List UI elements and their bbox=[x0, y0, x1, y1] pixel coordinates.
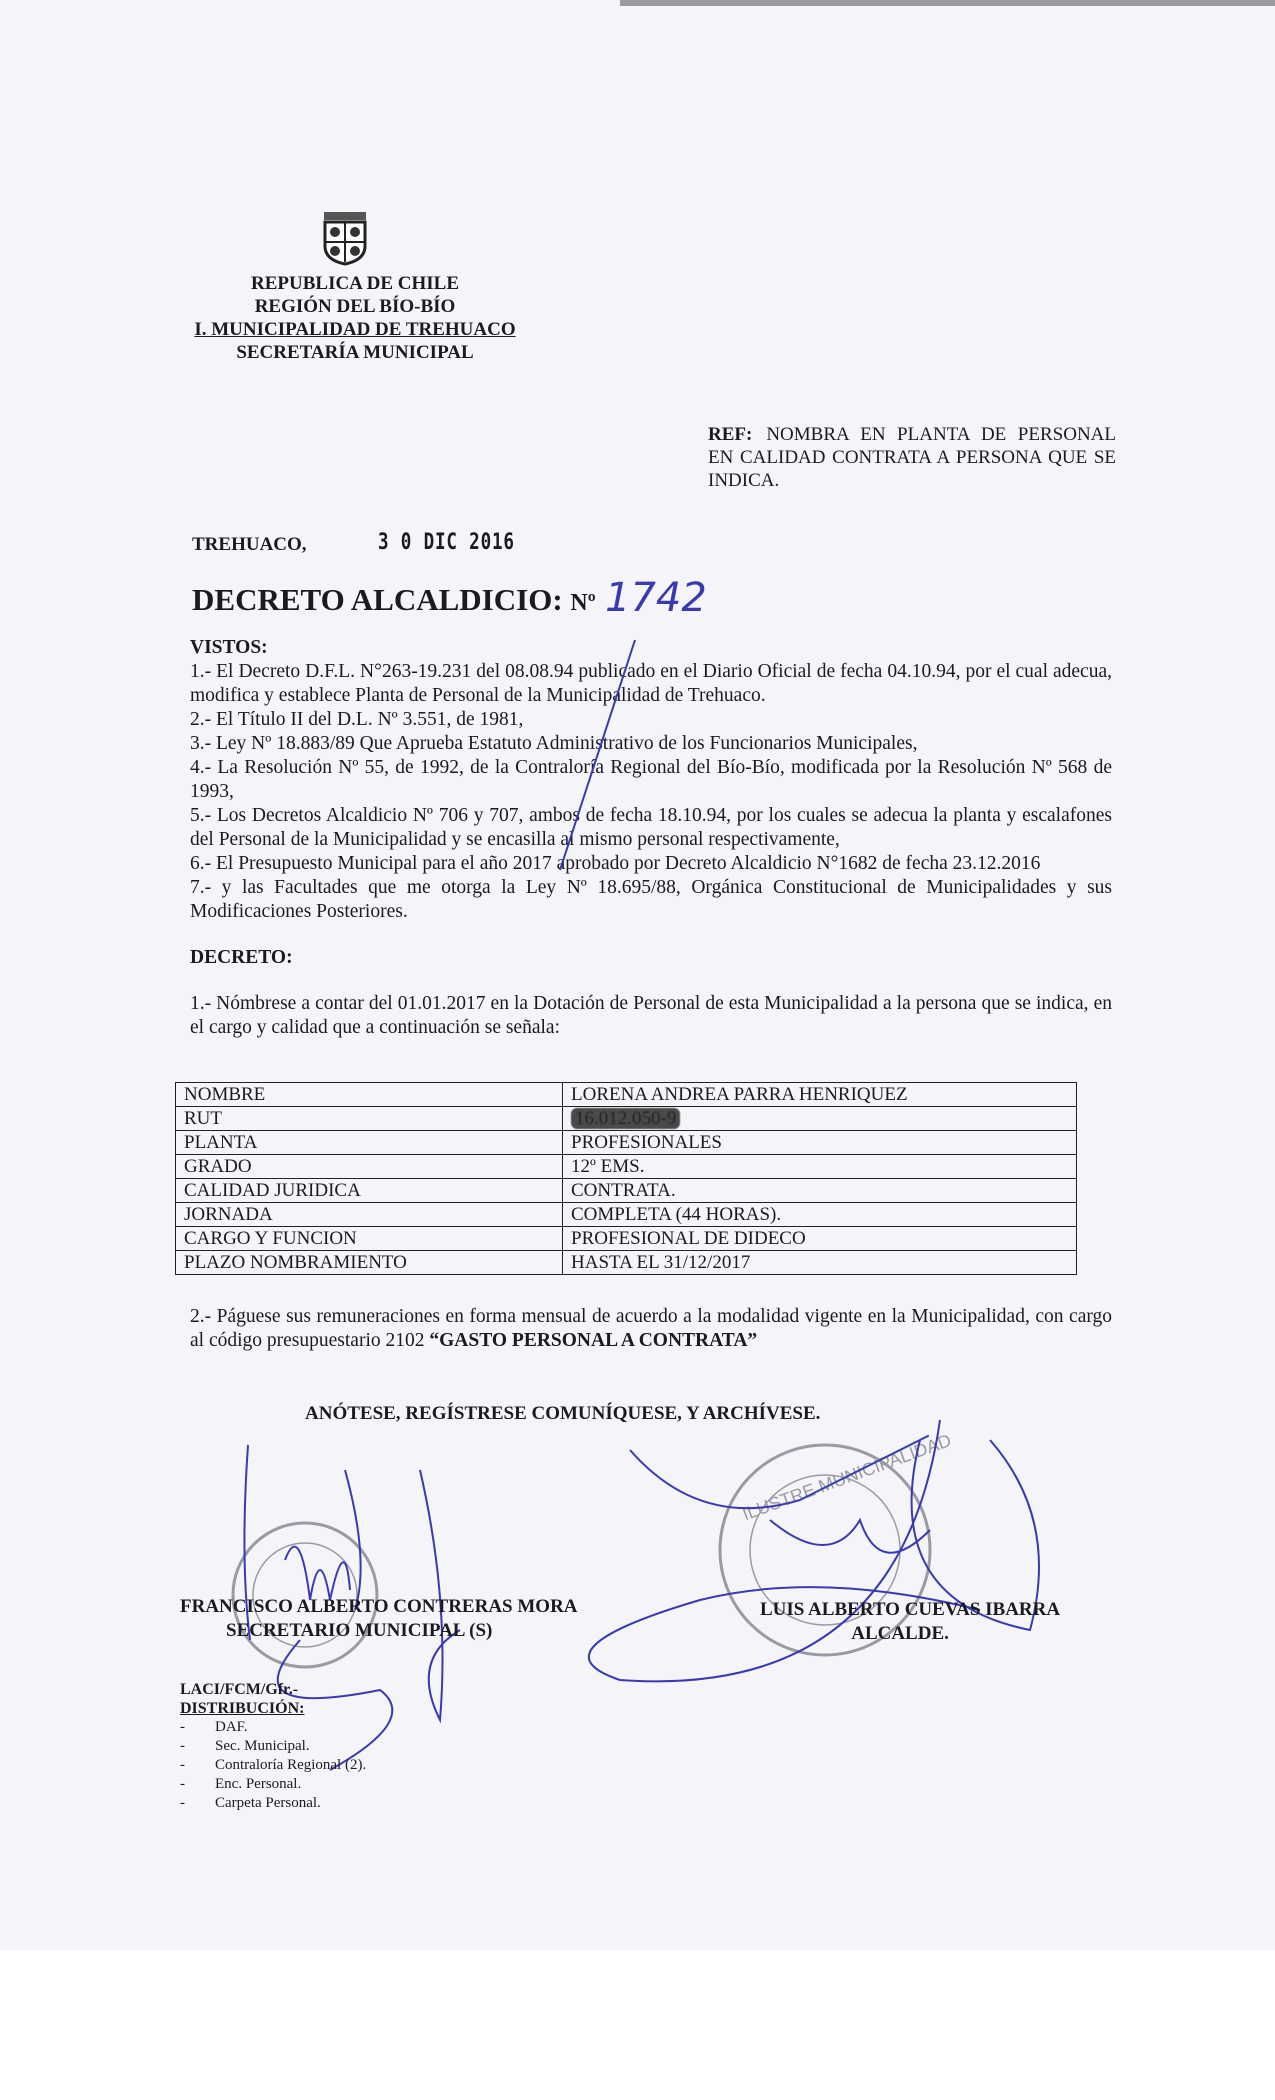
right-signer-name: LUIS ALBERTO CUEVAS IBARRA bbox=[760, 1599, 1061, 1620]
letterhead-line: I. MUNICIPALIDAD DE TREHUACO bbox=[194, 319, 516, 340]
distribution-item: Enc. Personal. bbox=[215, 1776, 302, 1792]
table-row bbox=[176, 1131, 1077, 1155]
vistos-item: 5.- Los Decretos Alcaldicio Nº 706 y 707, ambos de fecha 18.10.94, por los cuales se adecua la planta y escalafones del Personal de la Municipalidad y se encasilla al mismo personal respectivamente, bbox=[190, 805, 1112, 850]
table-row bbox=[176, 1179, 1077, 1203]
left-signer-title: SECRETARIO MUNICIPAL (S) bbox=[226, 1620, 493, 1641]
decreto-paragraph-1: 1.- Nómbrese a contar del 01.01.2017 en la Dotación de Personal de esta Municipalidad a la persona que se indica, en el cargo y calidad que a continuación se señala: bbox=[190, 993, 1112, 1038]
vistos-section bbox=[190, 636, 1112, 1040]
right-signer-title: ALCALDE. bbox=[851, 1623, 949, 1644]
letterhead-line: REGIÓN DEL BÍO-BÍO bbox=[254, 296, 456, 317]
distribution-heading: DISTRIBUCIÓN: bbox=[180, 1700, 305, 1717]
distribution-item: DAF. bbox=[215, 1719, 248, 1735]
table-key: JORNADA bbox=[176, 1203, 563, 1227]
list-item: - Sec. Municipal. bbox=[180, 1738, 310, 1754]
list-item: - DAF. bbox=[180, 1719, 248, 1735]
list-item: - Carpeta Personal. bbox=[180, 1795, 321, 1811]
list-item: - Contraloría Regional (2). bbox=[180, 1757, 367, 1773]
letterhead-line: REPUBLICA DE CHILE bbox=[251, 273, 459, 294]
table-row bbox=[176, 1083, 1077, 1107]
scan-edge bbox=[620, 0, 1275, 6]
appointment-table bbox=[175, 1082, 1077, 1275]
table-value: 12º EMS. bbox=[563, 1155, 1077, 1179]
date-stamp: 3 0 DIC 2016 bbox=[378, 530, 515, 555]
municipal-crest-icon bbox=[320, 210, 370, 266]
vistos-item: 7.- y las Facultades que me otorga la Ley Nº 18.695/88, Orgánica Constitucional de Municipalidades y sus Modificaciones Posteriores. bbox=[190, 877, 1112, 922]
decreto-heading: DECRETO: bbox=[190, 947, 293, 968]
letterhead bbox=[175, 272, 535, 364]
table-value: PROFESIONALES bbox=[563, 1131, 1077, 1155]
table-key: PLANTA bbox=[176, 1131, 563, 1155]
table-key: CARGO Y FUNCION bbox=[176, 1227, 563, 1251]
table-value bbox=[563, 1107, 1077, 1131]
table-value: PROFESIONAL DE DIDECO bbox=[563, 1227, 1077, 1251]
table-value: LORENA ANDREA PARRA HENRIQUEZ bbox=[563, 1083, 1077, 1107]
vistos-heading: VISTOS: bbox=[190, 637, 268, 658]
vistos-item: 2.- El Título II del D.L. Nº 3.551, de 1981, bbox=[190, 709, 524, 730]
table-value: COMPLETA (44 HORAS). bbox=[563, 1203, 1077, 1227]
decree-number: 1742 bbox=[605, 575, 707, 621]
table-key: RUT bbox=[176, 1107, 563, 1131]
table-row bbox=[176, 1155, 1077, 1179]
vistos-item: 4.- La Resolución Nº 55, de 1992, de la Contraloría Regional del Bío-Bío, modificada por la Resolución Nº 568 de 1993, bbox=[190, 757, 1112, 802]
decree-title-text: DECRETO ALCALDICIO: bbox=[192, 582, 563, 617]
table-row bbox=[176, 1251, 1077, 1275]
table-value: CONTRATA. bbox=[563, 1179, 1077, 1203]
place: TREHUACO, bbox=[192, 534, 307, 555]
vistos-item: 1.- El Decreto D.F.L. N°263-19.231 del 08.08.94 publicado en el Diario Oficial de fecha 04.10.94, por el cual adecua, modifica y establece Planta de Personal de la Municipalidad de Trehuaco. bbox=[190, 661, 1112, 706]
decreto-paragraph-2 bbox=[190, 1305, 1112, 1353]
redacted-rut: 16.012.050-9 bbox=[571, 1108, 680, 1129]
table-key: CALIDAD JURIDICA bbox=[176, 1179, 563, 1203]
closing-formula: ANÓTESE, REGÍSTRESE COMUNÍQUESE, Y ARCHÍVESE. bbox=[305, 1403, 821, 1424]
letterhead-line: SECRETARÍA MUNICIPAL bbox=[236, 342, 474, 363]
decree-title bbox=[192, 582, 596, 618]
reference bbox=[708, 423, 1116, 492]
reference-text: NOMBRA EN PLANTA DE PERSONAL EN CALIDAD CONTRATA A PERSONA QUE SE INDICA. bbox=[708, 424, 1116, 491]
table-value: HASTA EL 31/12/2017 bbox=[563, 1251, 1077, 1275]
distribution-item: Carpeta Personal. bbox=[215, 1795, 321, 1811]
table-key: PLAZO NOMBRAMIENTO bbox=[176, 1251, 563, 1275]
stamp-text: ILUSTRE MUNICIPALIDAD bbox=[739, 1430, 954, 1525]
vistos-item: 3.- Ley Nº 18.883/89 Que Aprueba Estatuto Administrativo de los Funcionarios Municipales, bbox=[190, 733, 918, 754]
paragraph-2-text: 2.- Páguese sus remuneraciones en forma mensual de acuerdo a la modalidad vigente en la Municipalidad, con cargo al código presupuestario 2102 bbox=[190, 1306, 1112, 1351]
table-key: NOMBRE bbox=[176, 1083, 563, 1107]
distribution bbox=[180, 1680, 366, 1813]
distribution-item: Sec. Municipal. bbox=[215, 1738, 310, 1754]
list-item: - Enc. Personal. bbox=[180, 1776, 302, 1792]
table-key: GRADO bbox=[176, 1155, 563, 1179]
reference-label: REF: bbox=[708, 424, 753, 445]
paragraph-2-bold: “GASTO PERSONAL A CONTRATA” bbox=[429, 1330, 758, 1351]
table-row bbox=[176, 1107, 1077, 1131]
vistos-item: 6.- El Presupuesto Municipal para el año 2017 aprobado por Decreto Alcaldicio N°1682 de fecha 23.12.2016 bbox=[190, 853, 1041, 874]
left-signer-name: FRANCISCO ALBERTO CONTRERAS MORA bbox=[180, 1596, 578, 1617]
initials: LACI/FCM/Gfr.- bbox=[180, 1681, 299, 1698]
decree-number-label: Nº bbox=[570, 590, 596, 616]
right-signature-block bbox=[760, 1598, 1060, 1646]
distribution-item: Contraloría Regional (2). bbox=[215, 1757, 367, 1773]
table-row bbox=[176, 1203, 1077, 1227]
left-signature-block bbox=[180, 1595, 578, 1643]
table-row bbox=[176, 1227, 1077, 1251]
